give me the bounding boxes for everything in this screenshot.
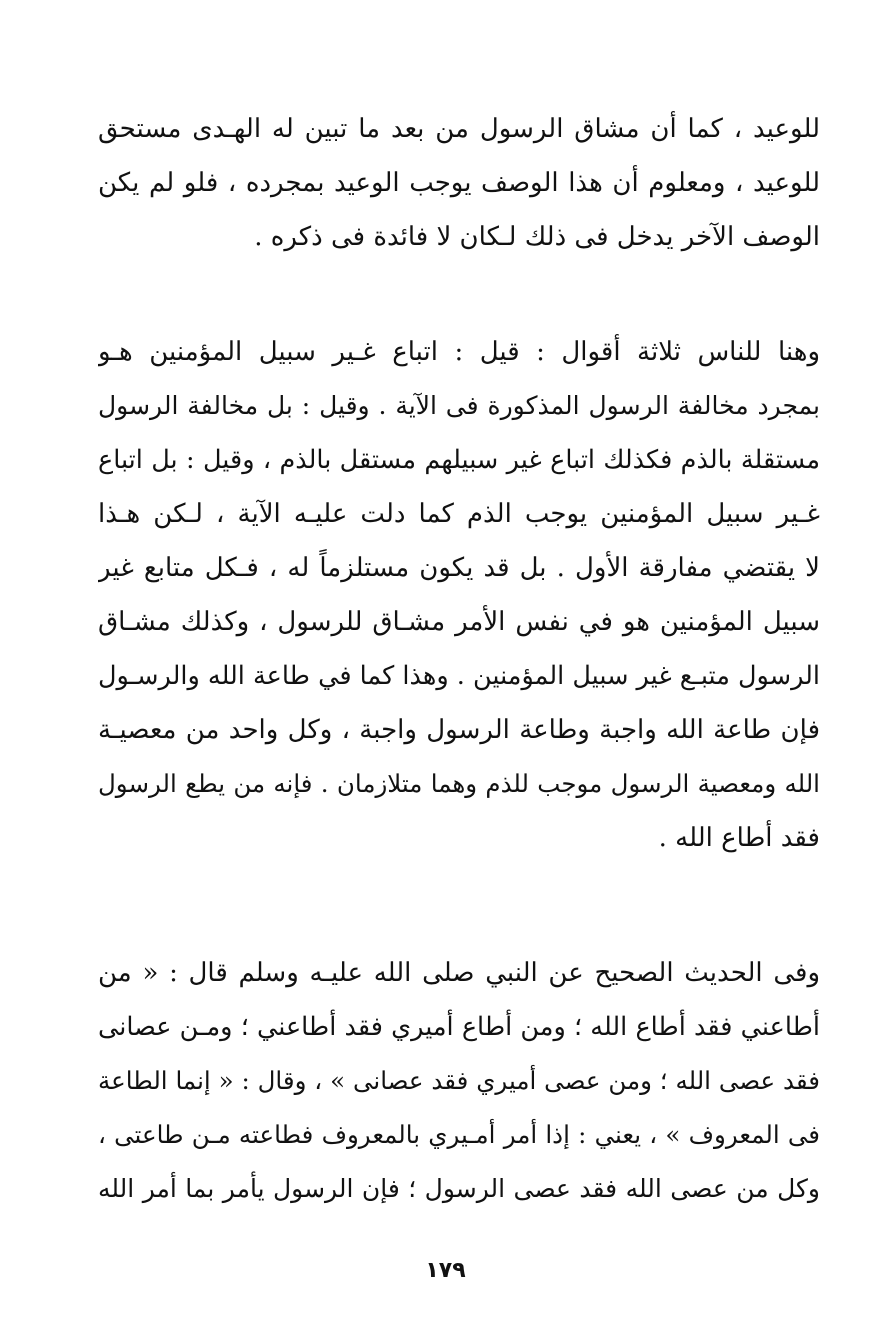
text-line: لا يقتضي مفارقة الأول . بل قد يكون مستلزماً له ، فـكل متابع غير — [98, 553, 820, 583]
text-line: وفى الحديث الصحيح عن النبي صلى الله عليـه وسلم قال : « من — [98, 958, 820, 988]
text-line: غـير سبيل المؤمنين يوجب الذم كما دلت عليـه الآية ، لـكن هـذا — [98, 499, 820, 529]
text-line: للوعيد ، ومعلوم أن هذا الوصف يوجب الوعيد بمجرده ، فلو لم يكن — [98, 168, 820, 198]
text-line: فإن طاعة الله واجبة وطاعة الرسول واجبة ، وكل واحد من معصيـة — [98, 715, 820, 745]
paragraph-3 — [98, 946, 820, 1216]
text-line: الرسول متبـع غير سبيل المؤمنين . وهذا كما في طاعة الله والرسـول — [98, 661, 820, 691]
text-line: فقد عصى الله ؛ ومن عصى أميري فقد عصانى » ، وقال : « إنما الطاعة — [98, 1066, 820, 1095]
text-line: بمجرد مخالفة الرسول المذكورة فى الآية . وقيل : بل مخالفة الرسول — [98, 391, 820, 420]
page-number: ١٧٩ — [425, 1258, 466, 1283]
text-line: وهنا للناس ثلاثة أقوال : قيل : اتباع غـير سبيل المؤمنين هـو — [98, 337, 820, 367]
text-line: مستقلة بالذم فكذلك اتباع غير سبيلهم مستقل بالذم ، وقيل : بل اتباع — [98, 445, 820, 475]
paragraph-1 — [98, 102, 820, 264]
text-line: وكل من عصى الله فقد عصى الرسول ؛ فإن الرسول يأمر بما أمر الله — [98, 1174, 820, 1203]
text-line: أطاعني فقد أطاع الله ؛ ومن أطاع أميري فقد أطاعني ؛ ومـن عصانى — [98, 1012, 820, 1042]
text-line: سبيل المؤمنين هو في نفس الأمر مشـاق للرسول ، وكذلك مشـاق — [98, 607, 820, 637]
text-line: فى المعروف » ، يعني : إذا أمر أمـيري بالمعروف فطاعته مـن طاعتى ، — [98, 1120, 820, 1149]
text-line: الله ومعصية الرسول موجب للذم وهما متلازمان . فإنه من يطع الرسول — [98, 769, 820, 798]
text-line: فقد أطاع الله . — [658, 823, 820, 853]
text-line: للوعيد ، كما أن مشاق الرسول من بعد ما تبين له الهـدى مستحق — [98, 114, 820, 144]
text-line: الوصف الآخر يدخل فى ذلك لـكان لا فائدة فى ذكره . — [254, 222, 820, 252]
paragraph-2 — [98, 325, 820, 865]
